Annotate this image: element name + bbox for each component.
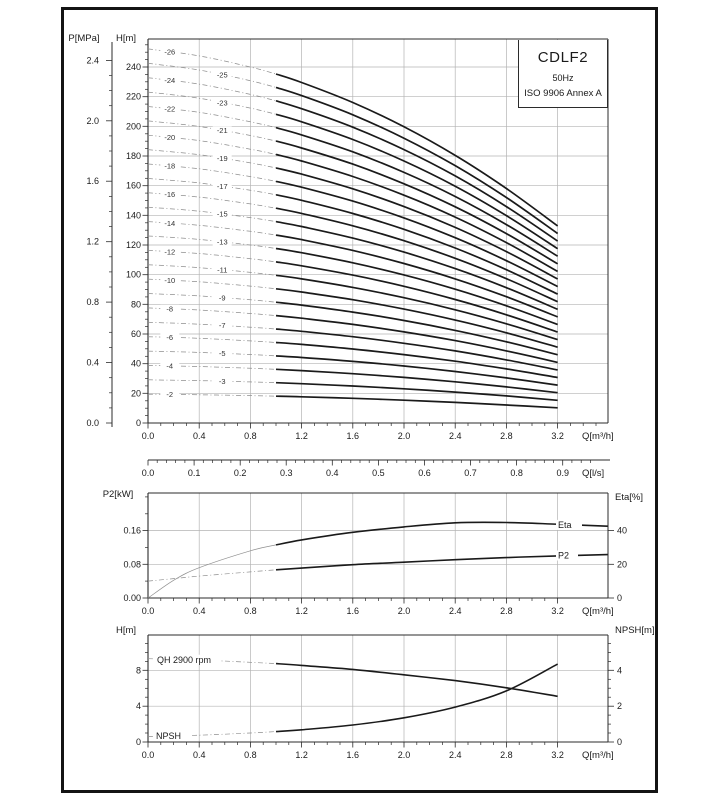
h-axis-label: H[m] xyxy=(115,33,137,44)
x-axis-tick-label: 2.4 xyxy=(448,750,462,760)
x-axis-tick-label: 0.8 xyxy=(244,431,257,441)
x-axis-tick-label: 2.4 xyxy=(448,606,462,616)
p-axis-tick-label: 2.4 xyxy=(86,55,99,66)
stage-curve-label: -13 xyxy=(216,237,228,247)
stage-curve-label: -4 xyxy=(166,361,174,371)
stage-curve-label: -3 xyxy=(218,376,226,386)
stage-curve xyxy=(276,101,558,241)
stage-curve xyxy=(276,396,558,408)
stage-curve-label: -20 xyxy=(164,133,176,143)
h-axis-tick-label: 20 xyxy=(130,388,141,399)
stage-curve-faded xyxy=(148,322,276,329)
h-axis-tick-label: 220 xyxy=(125,91,141,102)
x-axis-tick-label: 2.8 xyxy=(500,750,513,760)
lps-axis-tick-label: 0.4 xyxy=(326,468,339,478)
eta-axis-tick-label: 40 xyxy=(617,525,628,536)
series-label-p2: P2 xyxy=(558,550,570,561)
stage-curve-label: -12 xyxy=(164,247,176,257)
h-axis-label: H[m] xyxy=(115,625,137,636)
x-axis-tick-label: 2.0 xyxy=(397,750,411,760)
h-axis-tick-label: 0 xyxy=(135,737,141,747)
title-box xyxy=(518,40,608,108)
npsh-axis-tick-label: 4 xyxy=(617,665,623,676)
h-axis-tick-label: 140 xyxy=(125,210,141,221)
stage-curve xyxy=(276,262,558,332)
h-axis-tick-label: 4 xyxy=(135,701,141,712)
p-axis-tick-label: 2.0 xyxy=(86,115,99,126)
p-axis-tick-label: 0.4 xyxy=(86,357,99,368)
x-axis-tick-label: 1.6 xyxy=(346,431,360,441)
x-axis-tick-label: 3.2 xyxy=(551,750,564,760)
lps-axis-tick-label: 0.9 xyxy=(556,468,569,478)
x-axis-label: Q[m³/h] xyxy=(582,431,614,442)
stage-curve-label: -11 xyxy=(217,265,228,275)
x-axis-label: Q[m³/h] xyxy=(582,606,614,617)
stage-curve-label: -23 xyxy=(216,98,228,108)
series-label-qh: QH 2900 rpm xyxy=(157,654,212,665)
p-axis-tick-label: 0.0 xyxy=(86,418,99,428)
standard-label: ISO 9906 Annex A xyxy=(524,88,602,99)
h-axis-tick-label: 0 xyxy=(135,418,141,428)
npsh-curve xyxy=(276,664,558,732)
x-axis-tick-label: 1.6 xyxy=(346,606,360,616)
stage-curve-label: -19 xyxy=(216,153,228,163)
pump-model-label: CDLF2 xyxy=(537,49,589,66)
eta-curve-faded xyxy=(148,545,276,598)
x-axis-tick-label: 2.8 xyxy=(500,431,513,441)
lps-axis-tick-label: 0.2 xyxy=(233,468,247,478)
p-axis-tick-label: 0.8 xyxy=(86,297,99,308)
middle-chart xyxy=(103,489,643,617)
lps-axis-tick-label: 0.3 xyxy=(279,468,293,478)
h-axis-tick-label: 80 xyxy=(130,299,141,310)
lps-axis-tick-label: 0.0 xyxy=(141,468,155,478)
p2-axis-tick-label: 0.00 xyxy=(123,593,141,603)
x-axis-tick-label: 0.0 xyxy=(141,606,155,616)
stage-curve-label: -7 xyxy=(218,321,226,331)
stage-curve-label: -15 xyxy=(216,209,228,219)
x-axis-tick-label: 2.8 xyxy=(500,606,513,616)
stage-curve-label: -17 xyxy=(216,181,228,191)
x-axis-tick-label: 0.8 xyxy=(244,750,257,760)
x-axis-tick-label: 0.4 xyxy=(192,431,206,441)
eta-axis-label: Eta[%] xyxy=(615,492,643,503)
npsh-axis-label: NPSH[m] xyxy=(615,625,655,636)
stage-curve-label: -14 xyxy=(164,218,176,228)
p2-axis-tick-label: 0.08 xyxy=(123,559,141,570)
x-axis-tick-label: 2.0 xyxy=(397,606,411,616)
stage-curve-label: -21 xyxy=(216,126,228,136)
h-axis-tick-label: 160 xyxy=(125,180,141,191)
stage-curve-label: -24 xyxy=(164,76,176,86)
stage-curve-faded xyxy=(148,265,276,276)
x-axis-tick-label: 3.2 xyxy=(551,606,564,616)
lps-axis-tick-label: 0.8 xyxy=(510,468,523,478)
x-axis-tick-label: 3.2 xyxy=(551,431,564,441)
stage-curve-label: -16 xyxy=(164,190,176,200)
stage-curve-faded xyxy=(148,380,276,383)
h-axis-tick-label: 100 xyxy=(125,269,141,280)
stage-curve-label: -22 xyxy=(164,104,176,114)
p2-axis-label: P2[kW] xyxy=(102,489,134,500)
h-axis-tick-label: 120 xyxy=(125,240,141,251)
x-axis-tick-label: 0.0 xyxy=(141,750,155,760)
npsh-axis-tick-label: 2 xyxy=(617,701,623,712)
x-axis-tick-label: 0.4 xyxy=(192,750,206,760)
stage-curve-label: -26 xyxy=(164,47,176,57)
stage-curve-label: -2 xyxy=(166,390,174,400)
x-axis-tick-label: 0.4 xyxy=(192,606,206,616)
p-axis-label: P[MPa] xyxy=(68,33,100,44)
x-axis-tick-label: 1.2 xyxy=(295,750,308,760)
x-axis-tick-label: 1.6 xyxy=(346,750,360,760)
stage-curve xyxy=(276,302,558,355)
qh-curve xyxy=(276,664,558,697)
p-axis-tick-label: 1.6 xyxy=(86,176,99,187)
npsh-axis-tick-label: 0 xyxy=(617,737,623,747)
stage-curve-faded xyxy=(148,348,276,358)
stage-curve-label: -5 xyxy=(218,348,226,358)
h-axis-tick-label: 240 xyxy=(125,62,141,73)
lps-axis-tick-label: 0.1 xyxy=(187,468,201,478)
lps-axis-tick-label: 0.6 xyxy=(418,468,431,478)
lps-axis-label: Q[l/s] xyxy=(582,468,605,479)
h-axis-tick-label: 180 xyxy=(125,151,141,162)
p-axis-tick-label: 1.2 xyxy=(86,236,99,247)
x-axis-tick-label: 2.4 xyxy=(448,431,462,441)
x-axis-tick-label: 0.8 xyxy=(244,606,257,616)
x-axis-tick-label: 2.0 xyxy=(397,431,411,441)
lps-axis-tick-label: 0.5 xyxy=(372,468,385,478)
stage-curve-label: -9 xyxy=(218,293,226,303)
h-axis-tick-label: 40 xyxy=(130,358,141,369)
stage-curve-label: -25 xyxy=(216,70,228,80)
p2-curve-faded xyxy=(148,570,276,581)
stage-curve-faded xyxy=(148,294,276,303)
h-axis-tick-label: 60 xyxy=(130,329,141,340)
h-axis-tick-label: 200 xyxy=(125,121,141,132)
lps-axis-tick-label: 0.7 xyxy=(464,468,477,478)
series-label-npsh: NPSH xyxy=(156,730,182,741)
x-axis-tick-label: 0.0 xyxy=(141,431,155,441)
stage-curve xyxy=(276,249,558,325)
h-axis-tick-label: 8 xyxy=(135,665,141,676)
stage-curve-label: -8 xyxy=(166,304,174,314)
bottom-chart xyxy=(116,625,655,761)
x-axis-tick-label: 1.2 xyxy=(295,606,308,616)
stage-curve-label: -10 xyxy=(164,275,176,285)
x-axis-label: Q[m³/h] xyxy=(582,750,614,761)
p2-axis-tick-label: 0.16 xyxy=(123,525,141,536)
x-axis-tick-label: 1.2 xyxy=(295,431,308,441)
stage-curve-label: -6 xyxy=(166,332,174,342)
frequency-label: 50Hz xyxy=(552,73,574,83)
series-label-eta: Eta xyxy=(558,519,572,530)
eta-axis-tick-label: 20 xyxy=(617,559,628,570)
eta-axis-tick-label: 0 xyxy=(617,593,623,603)
stage-curve-label: -18 xyxy=(164,161,176,171)
